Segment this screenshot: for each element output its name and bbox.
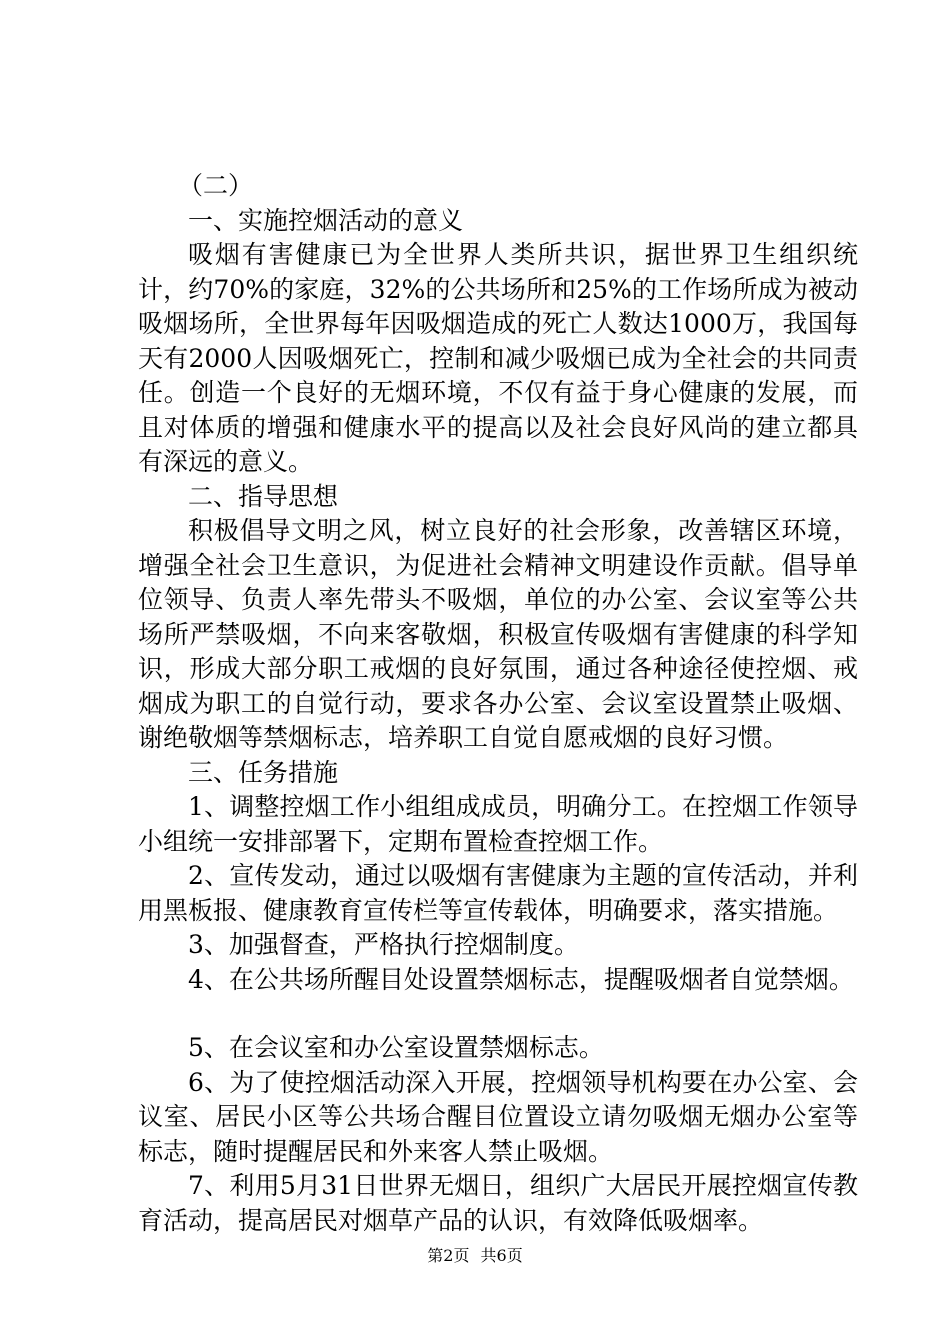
page-total: 共6页 — [480, 1246, 523, 1265]
paragraph-significance: 吸烟有害健康已为全世界人类所共识，据世界卫生组织统计，约70%的家庭，32%的公共场所和25%的工作场所成为被动吸烟场所，全世界每年因吸烟造成的死亡人数达1000万，我国每天有2000人因吸烟死亡，控制和减少吸烟已成为全社会的共同责任。创造一个良好的无烟环境，不仅有益于身心健康的发展，而且对体质的增强和健康水平的提高以及社会良好风尚的建立都具有深远的意义。 — [138, 240, 858, 476]
heading-measures: 三、任务措施 — [188, 757, 339, 787]
measure-item-1: 1、调整控烟工作小组组成成员，明确分工。在控烟工作领导小组统一安排部署下，定期布置检查控烟工作。 — [138, 792, 858, 856]
page-number: 第2页 — [427, 1246, 470, 1265]
heading-significance: 一、实施控烟活动的意义 — [188, 205, 464, 235]
paragraph-guiding-thought: 积极倡导文明之风，树立良好的社会形象，改善辖区环境，增强全社会卫生意识，为促进社会精神文明建设作贡献。倡导单位领导、负责人率先带头不吸烟，单位的办公室、会议室等公共场所严禁吸烟，不向来客敬烟，积极宣传吸烟有害健康的科学知识，形成大部分职工戒烟的良好氛围，通过各种途径使控烟、戒烟成为职工的自觉行动，要求各办公室、会议室设置禁止吸烟、谢绝敬烟等禁烟标志，培养职工自觉自愿戒烟的良好习惯。 — [138, 516, 858, 752]
measure-item-7: 7、利用5月31日世界无烟日，组织广大居民开展控烟宣传教育活动，提高居民对烟草产品的认识，有效降低吸烟率。 — [138, 1171, 858, 1235]
measure-item-6: 6、为了使控烟活动深入开展，控烟领导机构要在办公室、会议室、居民小区等公共场合醒目位置设立请勿吸烟无烟办公室等标志，随时提醒居民和外来客人禁止吸烟。 — [138, 1067, 858, 1166]
heading-guiding-thought: 二、指导思想 — [188, 481, 339, 511]
section-sub-label: （二） — [178, 171, 254, 200]
measure-item-3: 3、加强督查，严格执行控烟制度。 — [188, 930, 579, 959]
measure-item-5: 5、在会议室和办公室设置禁烟标志。 — [188, 1033, 604, 1062]
measure-item-2: 2、宣传发动，通过以吸烟有害健康为主题的宣传活动，并利用黑板报、健康教育宣传栏等宣传载体，明确要求，落实措施。 — [138, 861, 858, 925]
measure-item-4: 4、在公共场所醒目处设置禁烟标志，提醒吸烟者自觉禁烟。 — [188, 964, 854, 994]
document-body — [138, 169, 858, 1238]
page-footer — [0, 1243, 950, 1266]
